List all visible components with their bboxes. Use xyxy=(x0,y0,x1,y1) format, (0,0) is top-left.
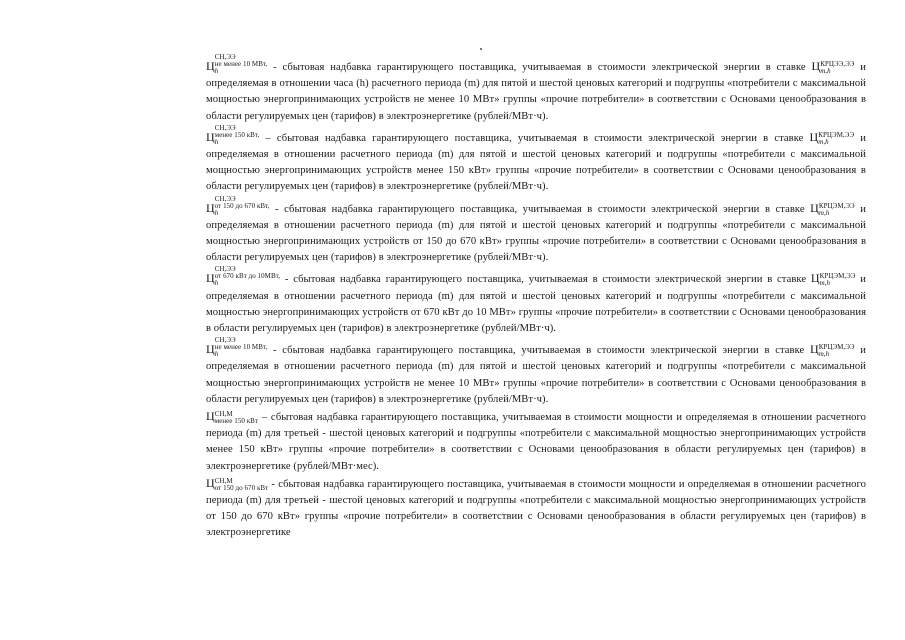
document-body xyxy=(206,54,866,542)
rate-symbol xyxy=(809,342,855,359)
symbol-subscript: m,h xyxy=(818,208,830,217)
definition-text: и определяемая в отношении расчетного периода (m) для пятой и шестой ценовых категорий и подгруппы «потребители с максимальной мощностью энергопринимающих устройств от 670 кВт до 10 МВт» группы «прочие потребители» в соответствии с Основами ценообразования в области регулируемых цен (тарифов) в электроэнергетике (рублей/МВт·ч). xyxy=(206,274,866,335)
symbol-base: Ц xyxy=(206,59,215,73)
formula-symbol xyxy=(206,265,281,288)
symbol-superscript: СН,ЭЭ xyxy=(214,53,236,61)
symbol-base: Ц xyxy=(206,409,215,424)
symbol-indices xyxy=(215,54,268,75)
symbol-subscript: не менее 10 МВт, h xyxy=(214,343,268,359)
symbol-indices xyxy=(820,61,854,75)
symbol-indices xyxy=(820,273,856,287)
definition-text: и определяемая в отношении расчетного периода (m) для пятой и шестой ценовых категорий и подгруппы «потребители с максимальной мощностью энергопринимающих устройств менее 150 кВт» группы «прочие потребители» в соответствии с Основами ценообразования в области регулируемых цен (тарифов) в электроэнергетике (рублей/МВт·ч). xyxy=(206,132,866,193)
symbol-superscript: СН,ЭЭ xyxy=(214,265,236,274)
rate-symbol xyxy=(810,271,856,288)
definition-text: - сбытовая надбавка гарантирующего поставщика, учитываемая в стоимости мощности и определяемая в отношении расчетного периода (m) для третьей - шестой ценовых категорий и подгруппы «потребители с максимальной мощностью энергопринимающих устройств от 150 до 670 кВт» группы «прочие потребители» в соответствии с Основами ценообразования в области регулируемых цен (тарифов) в электроэнергетике xyxy=(206,478,866,539)
symbol-superscript: КРЦЭМ,ЭЭ xyxy=(818,343,855,352)
definition-paragraph xyxy=(206,125,866,196)
symbol-superscript: КРЦЭМ,ЭЭ xyxy=(818,201,855,210)
page-mark xyxy=(480,48,482,50)
symbol-subscript: от 150 до 670 кВт xyxy=(214,483,269,492)
symbol-base: Ц xyxy=(810,271,820,286)
definition-paragraph xyxy=(206,475,866,542)
symbol-subscript: m,h xyxy=(820,67,831,75)
definition-text: - сбытовая надбавка гарантирующего поставщика, учитываемая в стоимости электрической энергии в ставке xyxy=(269,203,811,215)
symbol-subscript: менее 150 кВт xyxy=(214,417,258,426)
symbol-base: Ц xyxy=(206,475,215,490)
definition-paragraph xyxy=(206,196,866,267)
symbol-superscript: СН,ЭЭ xyxy=(214,194,236,203)
symbol-superscript: СН,ЭЭ xyxy=(214,336,236,345)
formula-symbol xyxy=(206,336,268,359)
symbol-base: Ц xyxy=(809,342,819,357)
symbol-superscript: КРЦЭЭ,ЭЭ xyxy=(820,60,855,68)
symbol-base: Ц xyxy=(206,342,215,357)
symbol-indices xyxy=(215,478,269,492)
symbol-subscript: от 150 до 670 кВт, h xyxy=(214,201,270,217)
rate-symbol xyxy=(811,59,855,75)
symbol-indices xyxy=(818,132,854,146)
formula-symbol xyxy=(206,53,268,75)
symbol-base: Ц xyxy=(809,129,819,144)
symbol-subscript: менее 150 кВт, h xyxy=(214,130,260,146)
symbol-superscript: КРЦЭМ,ЭЭ xyxy=(819,272,856,281)
formula-symbol xyxy=(206,123,260,146)
symbol-base: Ц xyxy=(811,59,821,73)
definition-text: - сбытовая надбавка гарантирующего поставщика, учитываемая в стоимости электрической энергии в ставке xyxy=(267,345,810,357)
symbol-base: Ц xyxy=(206,129,215,144)
symbol-subscript: m,h xyxy=(818,137,829,146)
formula-symbol xyxy=(206,194,270,217)
symbol-indices xyxy=(215,196,270,217)
symbol-indices xyxy=(819,203,855,217)
rate-symbol xyxy=(810,200,855,217)
symbol-subscript: от 670 кВт до 10МВт, h xyxy=(214,272,281,288)
symbol-superscript: СН,ЭЭ xyxy=(214,123,236,132)
symbol-indices xyxy=(215,337,268,358)
definition-text: и определяемая в отношении расчетного периода (m) для пятой и шестой ценовых категорий и подгруппы «потребители с максимальной мощностью энергопринимающих устройств не менее 10 МВт» группы «прочие потребители» в соответствии с Основами ценообразования в области регулируемых цен (тарифов) в электроэнергетике (рублей/МВт·ч). xyxy=(206,345,866,405)
symbol-subscript: m,h xyxy=(819,279,831,288)
definition-text: и определяемая в отношении часа (h) расчетного периода (m) для пятой и шестой ценовых категорий и подгруппы «потребители с максимальной мощностью энергопринимающих устройств не менее 10 МВт» группы «прочие потребители» в соответствии с Основами ценообразования в области регулируемых цен (тарифов) в электроэнергетике (рублей/МВт·ч). xyxy=(206,62,866,122)
definition-text: – сбытовая надбавка гарантирующего поставщика, учитываемая в стоимости электрической энергии в ставке xyxy=(259,132,810,144)
definition-text: – сбытовая надбавка гарантирующего поставщика, учитываемая в стоимости мощности и определяемая в отношении расчетного периода (m) для третьей - шестой ценовых категорий и подгруппы «потребители с максимальной мощностью энергопринимающих устройств менее 150 кВт» группы «прочие потребители» в соответствии с Основами ценообразования в области регулируемых цен (тарифов) в электроэнергетике (рублей/МВт·мес). xyxy=(206,412,866,472)
symbol-indices xyxy=(819,344,855,358)
symbol-superscript: КРЦЭМ,ЭЭ xyxy=(818,130,855,139)
symbol-indices xyxy=(215,266,280,287)
definition-paragraph xyxy=(206,54,866,125)
formula-symbol xyxy=(206,409,258,426)
symbol-subscript: m,h xyxy=(818,350,830,359)
formula-symbol xyxy=(206,475,269,492)
definition-text: и определяемая в отношении расчетного периода (m) для пятой и шестой ценовых категорий и подгруппы «потребители с максимальной мощностью энергопринимающих устройств от 150 до 670 кВт» группы «прочие потребители» в соответствии с Основами ценообразования в области регулируемых цен (тарифов) в электроэнергетике (рублей/МВт·ч). xyxy=(206,203,866,264)
definition-paragraph xyxy=(206,337,866,408)
symbol-subscript: не менее 10 МВт, h xyxy=(214,60,268,75)
definition-paragraph xyxy=(206,408,866,475)
symbol-base: Ц xyxy=(206,271,215,286)
rate-symbol xyxy=(809,129,855,146)
definition-text: - сбытовая надбавка гарантирующего поставщика, учитываемая в стоимости электрической энергии в ставке xyxy=(280,274,811,286)
symbol-superscript: СН,М xyxy=(214,476,233,485)
definition-text: - сбытовая надбавка гарантирующего поставщика, учитываемая в стоимости электрической энергии в ставке xyxy=(267,62,812,73)
symbol-indices xyxy=(215,125,260,146)
symbol-superscript: СН,М xyxy=(214,410,233,419)
symbol-base: Ц xyxy=(206,200,215,215)
symbol-indices xyxy=(215,411,258,425)
symbol-base: Ц xyxy=(810,200,819,215)
definition-paragraph xyxy=(206,266,866,337)
